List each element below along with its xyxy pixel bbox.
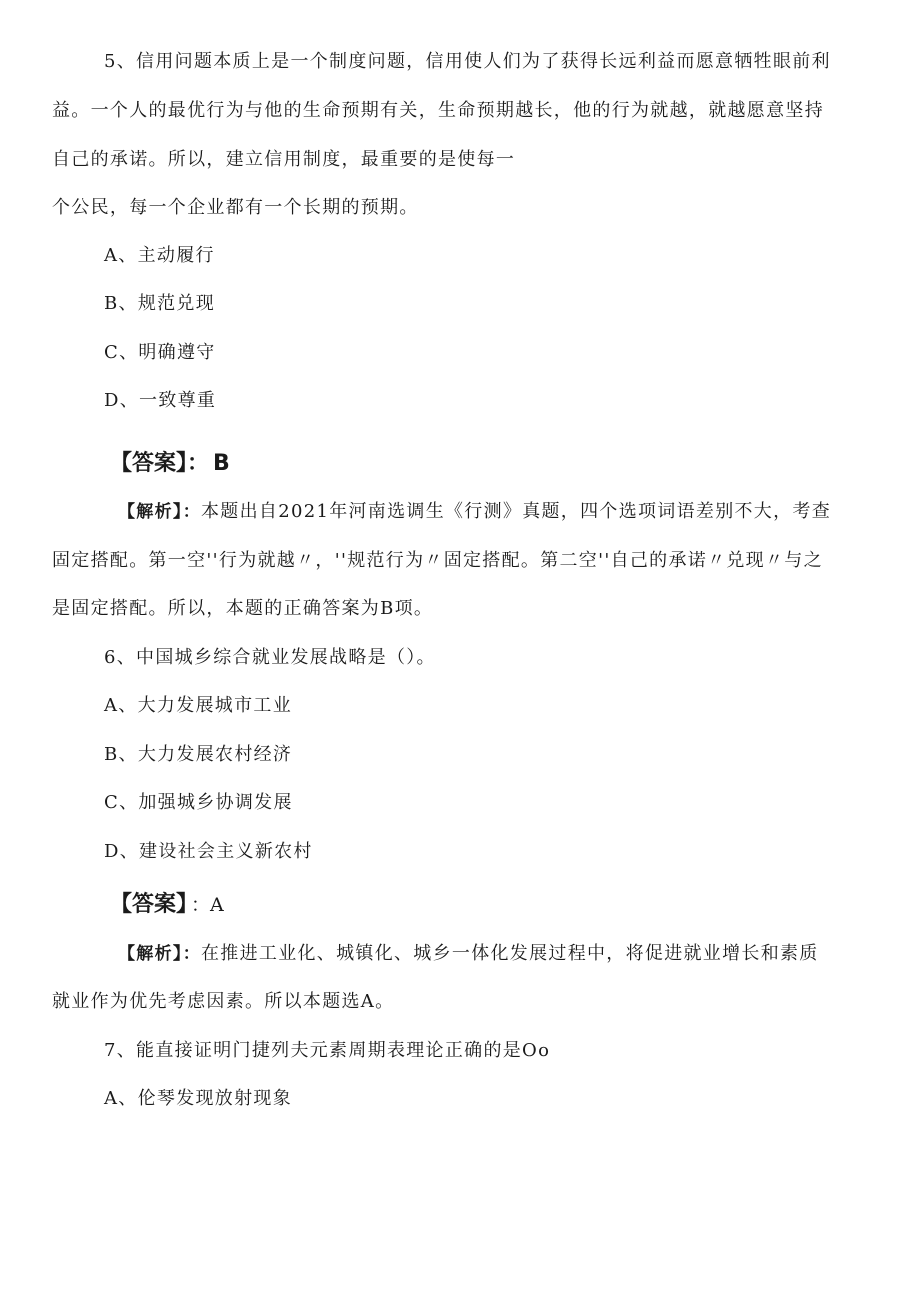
q5-answer-label: 【答案】： [110, 451, 210, 476]
q5-stem-line-3: 自己的承诺。所以，建立信用制度，最重要的是使每一 [52, 149, 516, 170]
q6-explanation-text-1: 在推进工业化、城镇化、城乡一体化发展过程中，将促进就业增长和素质 [201, 943, 819, 964]
q6-explanation-label: 【解析】： [118, 944, 201, 964]
q5-explanation-line-3: 是固定搭配。所以，本题的正确答案为B项。 [52, 598, 434, 619]
q7-option-a: A、伦琴发现放射现象 [104, 1088, 292, 1109]
q5-explanation-line-2: 固定搭配。第一空''行为就越〃，''规范行为〃固定搭配。第二空''自己的承诺〃兑现〃与之 [52, 550, 823, 571]
q6-stem: 6、中国城乡综合就业发展战略是（）。 [104, 647, 436, 668]
q5-explanation-label: 【解析】： [118, 502, 201, 522]
q6-explanation-line-2: 就业作为优先考虑因素。所以本题选A。 [52, 991, 395, 1012]
q5-explanation-line-1 [118, 500, 831, 524]
q6-answer-value: ：A [191, 894, 224, 916]
q5-option-c: C、明确遵守 [104, 342, 216, 363]
q5-stem-line-1: 5、信用问题本质上是一个制度问题，信用使人们为了获得长远利益而愿意牺牲眼前利 [104, 51, 831, 72]
q5-option-b: B、规范兑现 [104, 293, 216, 314]
q5-stem-line-2: 益。一个人的最优行为与他的生命预期有关，生命预期越长，他的行为就越，就越愿意坚持 [52, 100, 824, 121]
q5-explanation-text-1: 本题出自2021年河南选调生《行测》真题，四个选项词语差别不大，考查 [201, 501, 832, 522]
q5-option-d: D、一致尊重 [104, 390, 217, 411]
q6-explanation-line-1 [118, 942, 819, 966]
q5-stem-line-4: 个公民，每一个企业都有一个长期的预期。 [52, 197, 419, 218]
q5-answer [110, 450, 230, 478]
q5-option-a: A、主动履行 [104, 245, 215, 266]
q6-option-a: A、大力发展城市工业 [104, 695, 292, 716]
q6-option-c: C、加强城乡协调发展 [104, 792, 293, 813]
q6-answer [110, 891, 224, 919]
q6-option-b: B、大力发展农村经济 [104, 744, 293, 765]
q6-option-d: D、建设社会主义新农村 [104, 841, 313, 862]
q7-stem: 7、能直接证明门捷列夫元素周期表理论正确的是Oo [104, 1040, 551, 1061]
q6-answer-label: 【答案】 [110, 892, 188, 917]
q5-answer-value: B [213, 451, 230, 476]
